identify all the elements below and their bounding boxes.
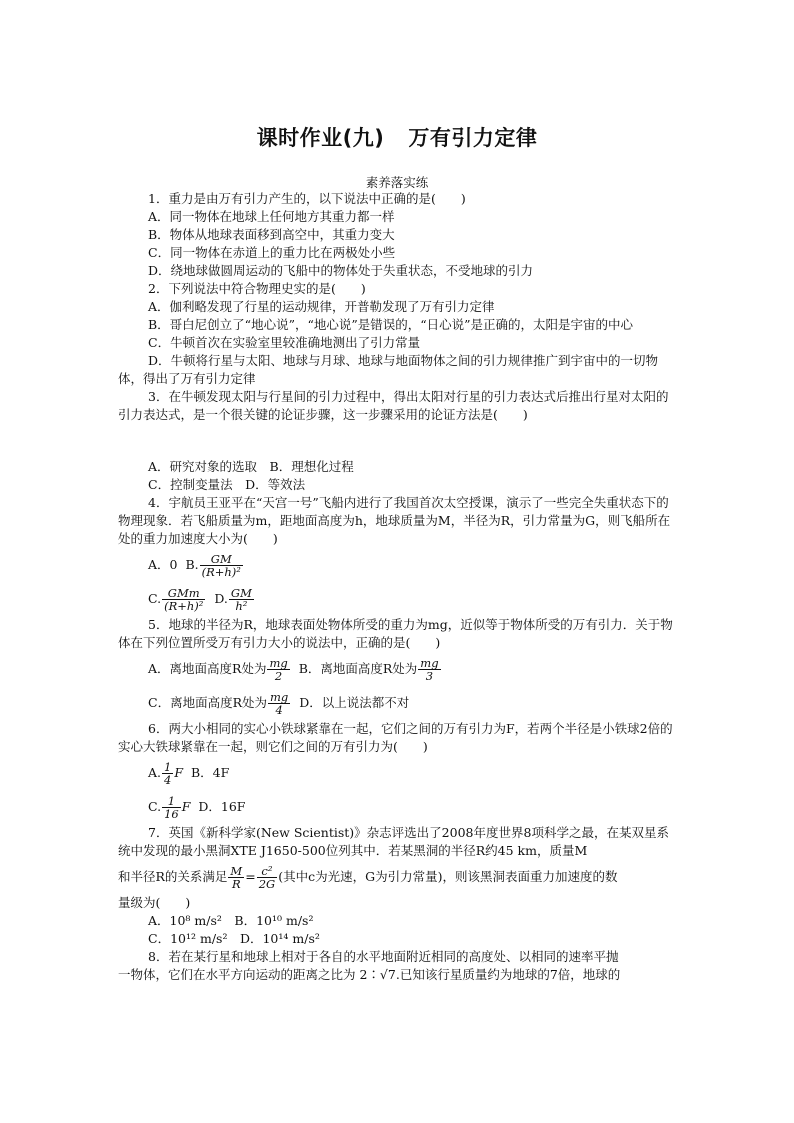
q6-c-denominator: 16 — [164, 806, 179, 821]
q4-option-d-fraction — [229, 587, 254, 612]
q4-d-denominator: h² — [235, 598, 248, 613]
q5-c-numerator: mg — [269, 689, 289, 704]
q6-option-c-fraction — [162, 795, 181, 820]
q7-fraction-c2g — [257, 865, 278, 890]
q6-option-a-unit: F — [174, 765, 184, 780]
q1-stem: 1．重力是由万有引力产生的，以下说法中正确的是( ) — [148, 191, 466, 206]
q4-d-numerator: GM — [230, 585, 252, 600]
q5-options-cd — [118, 686, 678, 720]
q6-options-cd — [118, 790, 678, 824]
title-topic: 万有引力定律 — [408, 126, 538, 150]
q6-a-numerator: 1 — [164, 759, 172, 774]
q1-option-c: C．同一物体在赤道上的重力比在两极处小些 — [148, 245, 396, 260]
q4-b-numerator: GM — [200, 553, 243, 566]
q4-option-b-label: B. — [185, 557, 199, 572]
q5-c-denominator: 4 — [275, 702, 283, 717]
q2-option-b: B．哥白尼创立了“地心说”，“地心说”是错误的，“日心说”是正确的，太阳是宇宙的中心 — [148, 317, 634, 332]
q4-options-ab — [118, 548, 678, 582]
q6-options-ab — [118, 756, 678, 790]
q5-option-b-label: B．离地面高度R处为 — [298, 661, 418, 676]
q7-stem-3: 量级为( ) — [118, 895, 191, 910]
section-heading: 素养落实练 — [365, 175, 429, 190]
q4-options-cd — [118, 582, 678, 616]
q7-options-cd: C．10¹² m/s² D．10¹⁴ m/s² — [148, 931, 320, 946]
q2-option-a: A．伽利略发现了行星的运动规律，开普勒发现了万有引力定律 — [148, 299, 495, 314]
q4-option-c-fraction — [162, 587, 205, 612]
q4-stem: 4．宇航员王亚平在“天宫一号”飞船内进行了我国首次太空授课，演示了一些完全失重状态下的物理现象．若飞船质量为m，距地面高度为h，地球质量为M，半径为R，引力常量为G，则飞船所在处的重力加速度大小为( ) — [118, 495, 671, 546]
q6-option-c-label: C. — [148, 799, 162, 814]
q6-option-b: B．4F — [190, 765, 230, 780]
q5-a-numerator: mg — [269, 655, 288, 670]
q5-options-ab — [118, 652, 678, 686]
q5-b-numerator: mg — [420, 655, 439, 670]
title-lesson: 课时作业(九) — [256, 126, 385, 150]
q6-option-c-unit: F — [181, 799, 191, 814]
q7-c2g-numerator: c² — [257, 865, 278, 878]
q3-stem: 3．在牛顿发现太阳与行星间的引力过程中，得出太阳对行星的引力表达式后推出行星对太阳的引力表达式，是一个很关键的论证步骤，这一步骤采用的论证方法是( ) — [118, 389, 669, 422]
q7-mr-numerator: M — [230, 863, 243, 878]
q7-stem-2-pre: 和半径R的关系满足 — [118, 869, 228, 884]
q2-option-d: D．牛顿将行星与太阳、地球与月球、地球与地面物体之间的引力规律推广到宇宙中的一切物体，得出了万有引力定律 — [118, 353, 659, 386]
q3-options-cd: C．控制变量法 D．等效法 — [148, 477, 306, 492]
q7-options-ab: A．10⁸ m/s² B．10¹⁰ m/s² — [148, 913, 314, 928]
q7-stem-1: 7．英国《新科学家(New Scientist)》杂志评选出了2008年度世界8项科学之最，在某双星系统中发现的最小黑洞XTE J1650-500位列其中．若某黑洞的半径R约45 km，质量M — [118, 825, 669, 858]
q3-options-ab: A．研究对象的选取 B．理想化过程 — [148, 459, 354, 474]
q6-stem: 6．两大小相同的实心小铁球紧靠在一起，它们之间的万有引力为F，若两个半径是小铁球2倍的实心大铁球紧靠在一起，则它们之间的万有引力为( ) — [118, 721, 673, 754]
q7-fraction-mr — [228, 865, 244, 890]
q4-c-numerator: GMm — [162, 587, 205, 600]
q1-option-a: A．同一物体在地球上任何地方其重力都一样 — [148, 209, 395, 224]
q5-option-c-fraction — [268, 691, 290, 716]
q5-option-b-fraction — [418, 657, 440, 682]
q7-stem-2 — [118, 860, 678, 894]
q5-stem: 5．地球的半径为R，地球表面处物体所受的重力为mg，近似等于物体所受的万有引力．关于物体在下列位置所受万有引力大小的说法中，正确的是( ) — [118, 617, 673, 650]
q4-c-denominator: (R+h)² — [164, 598, 204, 613]
q8-line-2: 一物体，它们在水平方向运动的距离之比为 2∶√7.已知该行星质量约为地球的7倍，地球的 — [118, 967, 621, 982]
q7-mr-denominator: R — [231, 876, 241, 891]
q7-equals: = — [245, 869, 256, 884]
q5-option-a-fraction — [267, 657, 289, 682]
q6-option-a-label: A. — [148, 765, 162, 780]
q5-b-denominator: 3 — [425, 668, 434, 683]
q6-option-d: D．16F — [198, 799, 246, 814]
q5-option-d: D．以上说法都不对 — [299, 695, 410, 710]
q1-option-d: D．绕地球做圆周运动的飞船中的物体处于失重状态，不受地球的引力 — [148, 263, 534, 278]
q7-stem-2-post: (其中c为光速，G为引力常量)，则该黑洞表面重力加速度的数 — [278, 869, 618, 884]
q6-option-a-fraction — [162, 761, 173, 786]
q4-option-c-label: C. — [148, 591, 162, 606]
q4-option-b-fraction — [200, 553, 243, 578]
question-list — [118, 190, 678, 984]
q7-c2g-denominator: 2G — [258, 876, 276, 891]
q1-option-b: B．物体从地球表面移到高空中，其重力变大 — [148, 227, 395, 242]
q2-stem: 2．下列说法中符合物理史实的是( ) — [148, 281, 366, 296]
q4-b-denominator: (R+h)² — [201, 564, 241, 579]
q2-option-c: C．牛顿首次在实验室里较准确地测出了引力常量 — [148, 335, 421, 350]
q5-option-c-label: C．离地面高度R处为 — [148, 695, 267, 710]
q6-a-denominator: 4 — [164, 772, 172, 787]
q4-option-a: A．0 — [148, 557, 178, 572]
q6-c-numerator: 1 — [162, 795, 181, 808]
q8-line-1: 8．若在某行星和地球上相对于各自的水平地面附近相同的高度处、以相同的速率平抛 — [148, 949, 619, 964]
q4-option-d-label: D. — [214, 591, 228, 606]
page-title — [0, 122, 794, 152]
q5-a-denominator: 2 — [274, 668, 283, 683]
q5-option-a-label: A．离地面高度R处为 — [148, 661, 267, 676]
